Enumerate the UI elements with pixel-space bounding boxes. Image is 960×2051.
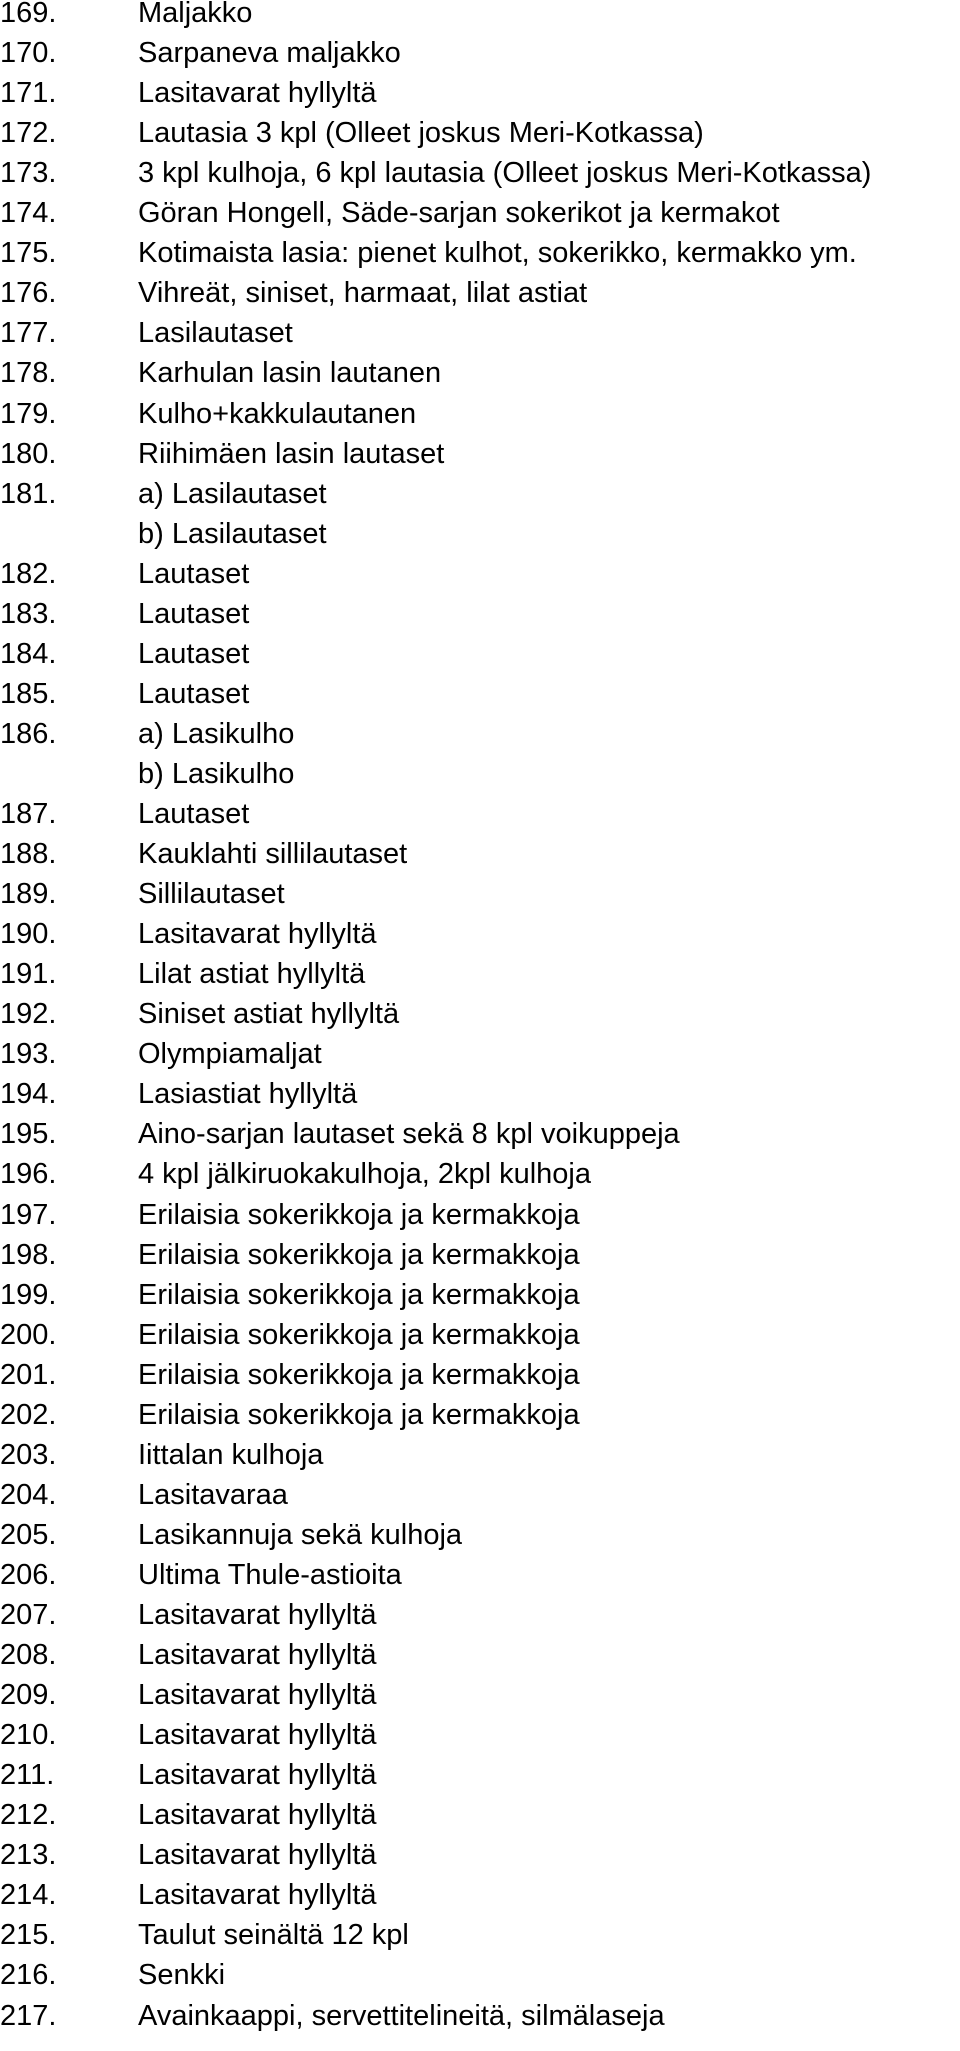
list-item xyxy=(0,193,960,233)
item-number: 214. xyxy=(0,1879,57,1912)
list-item-continuation xyxy=(0,514,960,554)
item-description: Erilaisia sokerikkoja ja kermakkoja xyxy=(138,1198,580,1231)
item-description: a) Lasikulho xyxy=(138,717,295,750)
item-number: 196. xyxy=(0,1158,57,1191)
item-number: 207. xyxy=(0,1599,57,1631)
item-description: Göran Hongell, Säde-sarjan sokerikot ja kermakot xyxy=(138,197,780,230)
item-description: Lautaset xyxy=(138,597,250,630)
item-number: 191. xyxy=(0,958,57,991)
item-description: Sarpaneva maljakko xyxy=(138,37,401,70)
item-number: 173. xyxy=(0,157,57,190)
list-item xyxy=(0,1475,960,1515)
item-number: 186. xyxy=(0,717,57,750)
list-item xyxy=(0,1435,960,1475)
item-description: Lasiastiat hyllyltä xyxy=(138,1078,358,1111)
item-number: 217. xyxy=(0,1999,57,2032)
list-item xyxy=(0,994,960,1034)
item-number: 185. xyxy=(0,677,57,710)
item-description: Kotimaista lasia: pienet kulhot, sokerikko, kermakko ym. xyxy=(138,237,857,270)
item-description: Lilat astiat hyllyltä xyxy=(138,958,366,991)
item-number: 192. xyxy=(0,998,57,1031)
item-number: 203. xyxy=(0,1438,57,1471)
list-item xyxy=(0,1555,960,1595)
item-description: 3 kpl kulhoja, 6 kpl lautasia (Olleet joskus Meri-Kotkassa) xyxy=(138,157,872,190)
list-item xyxy=(0,594,960,634)
list-item xyxy=(0,1795,960,1835)
item-number: 213. xyxy=(0,1839,57,1872)
list-item xyxy=(0,233,960,273)
list-item xyxy=(0,1915,960,1955)
item-number: 179. xyxy=(0,397,57,430)
item-description: Iittalan kulhoja xyxy=(138,1438,324,1471)
list-item xyxy=(0,834,960,874)
item-description: Lasitavarat hyllyltä xyxy=(138,1639,377,1672)
list-item xyxy=(0,1675,960,1715)
item-number: 187. xyxy=(0,798,57,830)
list-item xyxy=(0,1835,960,1875)
item-description: Erilaisia sokerikkoja ja kermakkoja xyxy=(138,1238,580,1271)
list-item-continuation xyxy=(0,754,960,794)
item-number: 180. xyxy=(0,437,57,470)
item-description: Avainkaappi, servettitelineitä, silmälaseja xyxy=(138,1999,665,2032)
item-number: 182. xyxy=(0,557,57,590)
list-item xyxy=(0,554,960,594)
item-number: 197. xyxy=(0,1198,57,1231)
item-number: 204. xyxy=(0,1478,57,1511)
item-description: Lautaset xyxy=(138,637,250,670)
list-item xyxy=(0,1595,960,1635)
item-number: 198. xyxy=(0,1238,57,1271)
item-description: Lasitavarat hyllyltä xyxy=(138,1879,377,1912)
list-item xyxy=(0,794,960,834)
item-description: Lasitavarat hyllyltä xyxy=(138,918,377,951)
item-number: 194. xyxy=(0,1078,57,1111)
list-item xyxy=(0,434,960,474)
item-description: Lasitavarat hyllyltä xyxy=(138,1679,377,1712)
list-item xyxy=(0,1515,960,1555)
list-item xyxy=(0,1715,960,1755)
list-item xyxy=(0,1275,960,1315)
list-item xyxy=(0,113,960,153)
item-description: Lasitavarat hyllyltä xyxy=(138,1599,377,1631)
item-description: Erilaisia sokerikkoja ja kermakkoja xyxy=(138,1278,580,1311)
item-description: Lasikannuja sekä kulhoja xyxy=(138,1518,463,1551)
item-description: Lautaset xyxy=(138,677,250,710)
item-description: Erilaisia sokerikkoja ja kermakkoja xyxy=(138,1318,580,1351)
item-number: 212. xyxy=(0,1799,57,1832)
list-item xyxy=(0,1875,960,1915)
item-description: Aino-sarjan lautaset sekä 8 kpl voikuppeja xyxy=(138,1118,680,1151)
list-item xyxy=(0,0,960,33)
list-item xyxy=(0,914,960,954)
list-item xyxy=(0,714,960,754)
list-item xyxy=(0,474,960,514)
list-item xyxy=(0,954,960,994)
item-number: 176. xyxy=(0,277,57,310)
item-description: Vihreät, siniset, harmaat, lilat astiat xyxy=(138,277,588,310)
item-number: 184. xyxy=(0,637,57,670)
item-number: 200. xyxy=(0,1318,57,1351)
item-number: 177. xyxy=(0,317,57,350)
item-description: Senkki xyxy=(138,1959,226,1992)
item-number: 211. xyxy=(0,1759,55,1792)
item-description: Karhulan lasin lautanen xyxy=(138,357,442,390)
item-description: b) Lasikulho xyxy=(138,757,295,790)
list-item xyxy=(0,1034,960,1074)
item-description: Lautasia 3 kpl (Olleet joskus Meri-Kotkassa) xyxy=(138,117,704,150)
list-item xyxy=(0,353,960,393)
item-number: 202. xyxy=(0,1398,57,1431)
item-description: Lasitavarat hyllyltä xyxy=(138,1719,377,1752)
item-number: 195. xyxy=(0,1118,57,1151)
item-description: Lasilautaset xyxy=(138,317,293,350)
item-description: Lasitavarat hyllyltä xyxy=(138,1839,377,1872)
item-description: a) Lasilautaset xyxy=(138,477,327,510)
item-description: Lasitavarat hyllyltä xyxy=(138,1759,377,1792)
item-number: 216. xyxy=(0,1959,57,1992)
item-description: Lautaset xyxy=(138,557,250,590)
item-description: Maljakko xyxy=(138,0,253,29)
list-item xyxy=(0,1235,960,1275)
item-number: 210. xyxy=(0,1719,57,1752)
item-description: Lasitavarat hyllyltä xyxy=(138,1799,377,1832)
item-description: Lasitavaraa xyxy=(138,1478,288,1511)
list-item xyxy=(0,1996,960,2036)
item-number: 171. xyxy=(0,77,57,110)
list-item xyxy=(0,1154,960,1194)
list-item xyxy=(0,1755,960,1795)
item-number: 183. xyxy=(0,597,57,630)
list-item xyxy=(0,1315,960,1355)
list-item xyxy=(0,634,960,674)
item-description: Kulho+kakkulautanen xyxy=(138,397,417,430)
item-number: 193. xyxy=(0,1038,57,1071)
item-description: 4 kpl jälkiruokakulhoja, 2kpl kulhoja xyxy=(138,1158,591,1191)
list-item xyxy=(0,273,960,313)
item-number: 190. xyxy=(0,918,57,951)
item-number: 209. xyxy=(0,1679,57,1712)
list-item xyxy=(0,313,960,353)
list-item xyxy=(0,1195,960,1235)
item-description: Erilaisia sokerikkoja ja kermakkoja xyxy=(138,1358,580,1391)
item-number: 170. xyxy=(0,37,57,70)
item-description: Sillilautaset xyxy=(138,878,285,911)
item-number: 172. xyxy=(0,117,57,150)
list-item xyxy=(0,33,960,73)
item-number: 174. xyxy=(0,197,57,230)
list-item xyxy=(0,1074,960,1114)
item-description: Lasitavarat hyllyltä xyxy=(138,77,377,110)
item-description: Erilaisia sokerikkoja ja kermakkoja xyxy=(138,1398,580,1431)
list-item xyxy=(0,1355,960,1395)
item-number: 215. xyxy=(0,1919,57,1952)
item-number: 201. xyxy=(0,1358,57,1391)
item-description: Siniset astiat hyllyltä xyxy=(138,998,400,1031)
item-number: 189. xyxy=(0,878,57,911)
item-description: b) Lasilautaset xyxy=(138,517,327,550)
item-number: 205. xyxy=(0,1518,57,1551)
item-number: 169. xyxy=(0,0,57,29)
item-number: 206. xyxy=(0,1558,57,1591)
item-description: Taulut seinältä 12 kpl xyxy=(138,1919,409,1952)
item-number: 199. xyxy=(0,1278,57,1311)
list-item xyxy=(0,1395,960,1435)
item-description: Lautaset xyxy=(138,798,250,830)
item-number: 181. xyxy=(0,477,57,510)
item-number: 175. xyxy=(0,237,57,270)
list-item xyxy=(0,73,960,113)
item-number: 178. xyxy=(0,357,57,390)
item-description: Riihimäen lasin lautaset xyxy=(138,437,445,470)
item-description: Ultima Thule-astioita xyxy=(138,1558,402,1591)
list-item xyxy=(0,1635,960,1675)
item-description: Kauklahti sillilautaset xyxy=(138,838,408,871)
list-item xyxy=(0,1955,960,1995)
list-item xyxy=(0,674,960,714)
list-item xyxy=(0,153,960,193)
list-item xyxy=(0,1114,960,1154)
item-description: Olympiamaljat xyxy=(138,1038,322,1071)
list-item xyxy=(0,394,960,434)
item-number: 208. xyxy=(0,1639,57,1672)
list-item xyxy=(0,874,960,914)
item-number: 188. xyxy=(0,838,57,871)
